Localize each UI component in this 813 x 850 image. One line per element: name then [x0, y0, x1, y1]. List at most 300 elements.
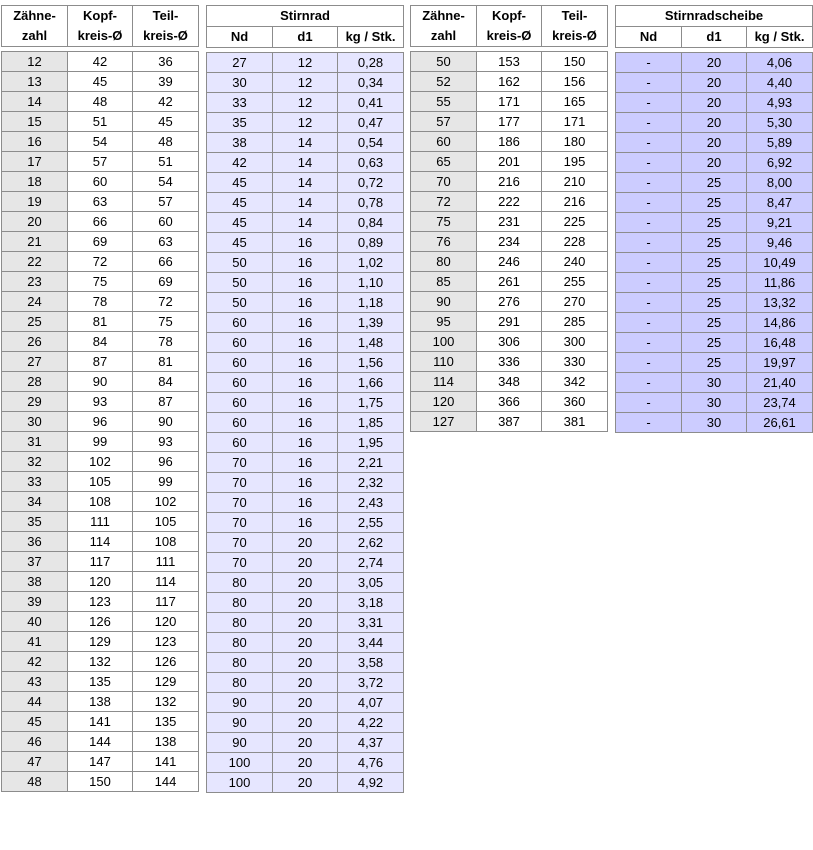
- table-row: [2, 472, 199, 492]
- table-row: [207, 473, 404, 493]
- table-row: [207, 653, 404, 673]
- table-cell: -: [616, 193, 682, 213]
- table-row: [411, 392, 608, 412]
- table-row: [207, 333, 404, 353]
- table-cell: 16: [273, 393, 338, 413]
- table-cell: 123: [133, 632, 199, 652]
- table-cell: 25: [682, 273, 747, 293]
- table-cell: 47: [2, 752, 68, 772]
- table-row: [411, 92, 608, 112]
- table-cell: 60: [207, 353, 273, 373]
- table-cell: 16: [273, 273, 338, 293]
- table-row: [2, 752, 199, 772]
- table-cell: 261: [477, 272, 542, 292]
- table-row: [207, 753, 404, 773]
- table-cell: 78: [68, 292, 133, 312]
- table-cell: 39: [2, 592, 68, 612]
- table-cell: 100: [411, 332, 477, 352]
- table-cell: 90: [133, 412, 199, 432]
- table-row: [2, 352, 199, 372]
- table-cell: 45: [207, 193, 273, 213]
- table-row: [207, 353, 404, 373]
- table-cell: 55: [411, 92, 477, 112]
- table-cell: 70: [207, 493, 273, 513]
- table-row: [207, 453, 404, 473]
- table-cell: -: [616, 153, 682, 173]
- table-cell: 3,72: [338, 673, 404, 693]
- table-cell: 31: [2, 432, 68, 452]
- table-cell: 30: [682, 413, 747, 433]
- table-cell: 72: [68, 252, 133, 272]
- table-cell: 2,55: [338, 513, 404, 533]
- table-cell: 14: [273, 213, 338, 233]
- table-cell: 3,58: [338, 653, 404, 673]
- table-cell: 60: [207, 393, 273, 413]
- table-cell: 90: [207, 713, 273, 733]
- table-cell: 25: [682, 253, 747, 273]
- table-cell: 30: [682, 373, 747, 393]
- table-cell: 20: [273, 593, 338, 613]
- table-row: [616, 373, 813, 393]
- table-row: [616, 353, 813, 373]
- table-cell: 14: [273, 173, 338, 193]
- table-cell: -: [616, 93, 682, 113]
- table-cell: -: [616, 173, 682, 193]
- table-cell: 20: [273, 713, 338, 733]
- table-cell: 108: [68, 492, 133, 512]
- table-row: [207, 113, 404, 133]
- table-cell: 32: [2, 452, 68, 472]
- table-cell: 0,41: [338, 93, 404, 113]
- table-cell: 85: [411, 272, 477, 292]
- table-cell: 60: [207, 333, 273, 353]
- table-cell: 81: [133, 352, 199, 372]
- table-cell: 96: [68, 412, 133, 432]
- table-row: [2, 52, 199, 72]
- table-row: [616, 53, 813, 73]
- table-cell: 102: [68, 452, 133, 472]
- table-row: [411, 112, 608, 132]
- table-row: [2, 152, 199, 172]
- table-cell: 63: [68, 192, 133, 212]
- stirnrad-table: [206, 5, 404, 793]
- table-cell: 25: [682, 293, 747, 313]
- table-cell: 38: [207, 133, 273, 153]
- table-cell: 20: [682, 53, 747, 73]
- table-cell: 48: [2, 772, 68, 792]
- table-cell: 1,18: [338, 293, 404, 313]
- table-cell: 6,92: [747, 153, 813, 173]
- table-cell: 144: [133, 772, 199, 792]
- table-cell: 1,95: [338, 433, 404, 453]
- table-cell: 20: [273, 533, 338, 553]
- stirnrad-col-d1: d1: [273, 27, 338, 48]
- table-cell: -: [616, 413, 682, 433]
- table-cell: 16: [273, 433, 338, 453]
- table-cell: 57: [411, 112, 477, 132]
- table-cell: 14: [273, 193, 338, 213]
- table-row: [2, 672, 199, 692]
- table-row: [616, 93, 813, 113]
- table-cell: 210: [542, 172, 608, 192]
- table-row: [616, 233, 813, 253]
- table-cell: 114: [133, 572, 199, 592]
- table-row: [207, 173, 404, 193]
- table-cell: 150: [68, 772, 133, 792]
- table-cell: 25: [682, 313, 747, 333]
- table-cell: 13: [2, 72, 68, 92]
- table-cell: 30: [2, 412, 68, 432]
- table-cell: 80: [207, 633, 273, 653]
- table-row: [616, 193, 813, 213]
- table-cell: 23,74: [747, 393, 813, 413]
- table-cell: 20: [682, 153, 747, 173]
- table-cell: -: [616, 53, 682, 73]
- table-cell: 81: [68, 312, 133, 332]
- table-cell: 4,40: [747, 73, 813, 93]
- table-row: [207, 313, 404, 333]
- table-row: [616, 273, 813, 293]
- table-cell: -: [616, 113, 682, 133]
- left-gear-table: [1, 5, 199, 792]
- table-cell: 70: [411, 172, 477, 192]
- table-row: [616, 173, 813, 193]
- table-row: [411, 412, 608, 432]
- table-cell: 171: [542, 112, 608, 132]
- table-cell: 2,43: [338, 493, 404, 513]
- table-cell: 4,92: [338, 773, 404, 793]
- table-cell: 70: [207, 553, 273, 573]
- table-cell: 25: [682, 353, 747, 373]
- table-cell: 0,47: [338, 113, 404, 133]
- table-row: [207, 253, 404, 273]
- table-cell: 60: [133, 212, 199, 232]
- stirnrad-title: Stirnrad: [207, 6, 404, 27]
- table-row: [411, 172, 608, 192]
- table-cell: 0,89: [338, 233, 404, 253]
- table-cell: 216: [542, 192, 608, 212]
- table-cell: 39: [133, 72, 199, 92]
- table-cell: 105: [133, 512, 199, 532]
- table-cell: 10,49: [747, 253, 813, 273]
- table-cell: 78: [133, 332, 199, 352]
- table-cell: 348: [477, 372, 542, 392]
- table-cell: 19,97: [747, 353, 813, 373]
- table-row: [411, 212, 608, 232]
- table-cell: 16: [273, 253, 338, 273]
- table-cell: 87: [133, 392, 199, 412]
- table-cell: 3,05: [338, 573, 404, 593]
- table-cell: 222: [477, 192, 542, 212]
- table-cell: 180: [542, 132, 608, 152]
- table-cell: 20: [273, 773, 338, 793]
- col-header-kopfkreis-l1: Kopf-: [68, 6, 133, 27]
- table-cell: 16: [273, 353, 338, 373]
- table-cell: 72: [411, 192, 477, 212]
- table-row: [207, 633, 404, 653]
- table-row: [411, 272, 608, 292]
- stirnradscheibe-col-d1: d1: [682, 27, 747, 48]
- table-cell: 90: [207, 693, 273, 713]
- table-cell: 2,21: [338, 453, 404, 473]
- col-header-zaehnezahl-l2: zahl: [411, 26, 477, 47]
- table-cell: 90: [207, 733, 273, 753]
- table-cell: 225: [542, 212, 608, 232]
- table-cell: 117: [68, 552, 133, 572]
- table-cell: -: [616, 353, 682, 373]
- table-cell: 17: [2, 152, 68, 172]
- table-cell: 2,74: [338, 553, 404, 573]
- table-cell: 114: [411, 372, 477, 392]
- table-cell: 33: [207, 93, 273, 113]
- table-row: [207, 673, 404, 693]
- table-row: [616, 313, 813, 333]
- table-cell: 132: [68, 652, 133, 672]
- table-row: [207, 713, 404, 733]
- table-cell: -: [616, 273, 682, 293]
- table-cell: 90: [411, 292, 477, 312]
- col-header-kopfkreis-l1: Kopf-: [477, 6, 542, 27]
- table-row: [2, 772, 199, 792]
- table-cell: -: [616, 73, 682, 93]
- right-gear-table: [410, 5, 608, 432]
- col-header-zaehnezahl-l1: Zähne-: [411, 6, 477, 27]
- table-row: [207, 693, 404, 713]
- table-cell: 285: [542, 312, 608, 332]
- table-row: [2, 652, 199, 672]
- table-row: [2, 212, 199, 232]
- table-cell: 42: [207, 153, 273, 173]
- table-cell: 127: [411, 412, 477, 432]
- table-cell: 45: [133, 112, 199, 132]
- table-cell: 42: [133, 92, 199, 112]
- table-cell: 75: [133, 312, 199, 332]
- table-row: [207, 613, 404, 633]
- table-cell: 12: [273, 93, 338, 113]
- table-cell: 95: [411, 312, 477, 332]
- table-cell: 1,66: [338, 373, 404, 393]
- table-cell: 27: [2, 352, 68, 372]
- table-row: [2, 632, 199, 652]
- col-header-teilkreis-l2: kreis-Ø: [542, 26, 608, 47]
- stirnrad-col-kg: kg / Stk.: [338, 27, 404, 48]
- table-row: [2, 232, 199, 252]
- table-cell: 20: [682, 73, 747, 93]
- table-cell: 240: [542, 252, 608, 272]
- table-cell: 80: [207, 673, 273, 693]
- table-cell: 80: [207, 653, 273, 673]
- table-cell: 60: [207, 413, 273, 433]
- table-row: [207, 293, 404, 313]
- table-cell: 80: [207, 613, 273, 633]
- table-cell: 28: [2, 372, 68, 392]
- table-cell: 366: [477, 392, 542, 412]
- table-row: [616, 413, 813, 433]
- table-row: [2, 452, 199, 472]
- table-cell: 96: [133, 452, 199, 472]
- table-cell: 186: [477, 132, 542, 152]
- table-row: [411, 292, 608, 312]
- table-cell: 21,40: [747, 373, 813, 393]
- table-cell: -: [616, 253, 682, 273]
- table-row: [2, 492, 199, 512]
- table-row: [2, 692, 199, 712]
- table-row: [616, 253, 813, 273]
- table-cell: 135: [68, 672, 133, 692]
- table-cell: 3,31: [338, 613, 404, 633]
- table-cell: 45: [207, 213, 273, 233]
- table-cell: 66: [68, 212, 133, 232]
- table-cell: 3,18: [338, 593, 404, 613]
- table-row: [411, 332, 608, 352]
- table-cell: 300: [542, 332, 608, 352]
- table-cell: 141: [133, 752, 199, 772]
- table-cell: 228: [542, 232, 608, 252]
- table-cell: 54: [133, 172, 199, 192]
- table-cell: 129: [68, 632, 133, 652]
- table-cell: 44: [2, 692, 68, 712]
- table-cell: 20: [273, 673, 338, 693]
- table-cell: 381: [542, 412, 608, 432]
- table-cell: -: [616, 373, 682, 393]
- table-cell: 16,48: [747, 333, 813, 353]
- table-row: [616, 153, 813, 173]
- table-cell: 14,86: [747, 313, 813, 333]
- col-header-teilkreis-l2: kreis-Ø: [133, 26, 199, 47]
- table-cell: 177: [477, 112, 542, 132]
- table-cell: 12: [273, 113, 338, 133]
- table-cell: 26: [2, 332, 68, 352]
- col-header-zaehnezahl-l1: Zähne-: [2, 6, 68, 27]
- table-row: [207, 773, 404, 793]
- table-cell: 156: [542, 72, 608, 92]
- table-cell: 50: [207, 273, 273, 293]
- table-cell: 42: [68, 52, 133, 72]
- table-cell: 12: [273, 53, 338, 73]
- table-cell: 120: [68, 572, 133, 592]
- table-cell: 1,56: [338, 353, 404, 373]
- table-cell: 246: [477, 252, 542, 272]
- table-cell: 90: [68, 372, 133, 392]
- table-cell: 1,10: [338, 273, 404, 293]
- table-cell: 9,21: [747, 213, 813, 233]
- table-cell: 72: [133, 292, 199, 312]
- table-row: [207, 393, 404, 413]
- table-row: [207, 373, 404, 393]
- table-cell: 25: [682, 193, 747, 213]
- table-cell: 201: [477, 152, 542, 172]
- table-cell: 20: [273, 633, 338, 653]
- table-cell: 110: [411, 352, 477, 372]
- table-cell: 16: [273, 233, 338, 253]
- table-row: [207, 73, 404, 93]
- table-row: [207, 573, 404, 593]
- table-cell: 1,39: [338, 313, 404, 333]
- table-cell: 20: [273, 573, 338, 593]
- table-cell: 120: [133, 612, 199, 632]
- table-row: [207, 153, 404, 173]
- table-cell: 20: [273, 693, 338, 713]
- table-cell: 8,47: [747, 193, 813, 213]
- table-row: [2, 132, 199, 152]
- table-row: [411, 252, 608, 272]
- table-cell: 80: [411, 252, 477, 272]
- table-cell: 25: [2, 312, 68, 332]
- table-cell: 19: [2, 192, 68, 212]
- table-cell: 16: [273, 373, 338, 393]
- table-row: [2, 272, 199, 292]
- table-cell: 70: [207, 473, 273, 493]
- table-row: [2, 512, 199, 532]
- table-cell: 69: [68, 232, 133, 252]
- table-cell: -: [616, 293, 682, 313]
- table-cell: 20: [273, 753, 338, 773]
- table-cell: 9,46: [747, 233, 813, 253]
- table-cell: 342: [542, 372, 608, 392]
- table-row: [411, 52, 608, 72]
- table-cell: 231: [477, 212, 542, 232]
- table-cell: 30: [207, 73, 273, 93]
- table-row: [207, 413, 404, 433]
- stirnradscheibe-table: [615, 5, 813, 433]
- table-cell: 111: [68, 512, 133, 532]
- table-cell: 16: [273, 453, 338, 473]
- table-cell: 93: [68, 392, 133, 412]
- table-cell: 2,32: [338, 473, 404, 493]
- table-cell: 4,93: [747, 93, 813, 113]
- col-header-zaehnezahl-l2: zahl: [2, 26, 68, 47]
- table-cell: 12: [273, 73, 338, 93]
- table-cell: 20: [682, 113, 747, 133]
- table-cell: 4,22: [338, 713, 404, 733]
- table-cell: 20: [682, 133, 747, 153]
- table-row: [207, 533, 404, 553]
- table-cell: 16: [273, 493, 338, 513]
- table-row: [207, 593, 404, 613]
- table-row: [2, 612, 199, 632]
- table-cell: 4,06: [747, 53, 813, 73]
- table-row: [207, 433, 404, 453]
- table-row: [207, 193, 404, 213]
- table-cell: 1,48: [338, 333, 404, 353]
- table-cell: 5,30: [747, 113, 813, 133]
- table-row: [207, 733, 404, 753]
- table-cell: 75: [411, 212, 477, 232]
- table-cell: 114: [68, 532, 133, 552]
- table-cell: 51: [68, 112, 133, 132]
- table-row: [616, 73, 813, 93]
- table-cell: 20: [273, 553, 338, 573]
- table-row: [2, 532, 199, 552]
- table-cell: 33: [2, 472, 68, 492]
- table-cell: 0,34: [338, 73, 404, 93]
- table-cell: 24: [2, 292, 68, 312]
- table-row: [411, 192, 608, 212]
- table-row: [2, 312, 199, 332]
- table-cell: 111: [133, 552, 199, 572]
- table-cell: 4,07: [338, 693, 404, 713]
- table-cell: 42: [2, 652, 68, 672]
- table-cell: 43: [2, 672, 68, 692]
- table-cell: 4,37: [338, 733, 404, 753]
- table-cell: -: [616, 313, 682, 333]
- table-cell: 100: [207, 773, 273, 793]
- table-cell: 16: [2, 132, 68, 152]
- table-cell: 45: [207, 173, 273, 193]
- table-cell: 102: [133, 492, 199, 512]
- table-cell: 25: [682, 173, 747, 193]
- stirnrad-col-nd: Nd: [207, 27, 273, 48]
